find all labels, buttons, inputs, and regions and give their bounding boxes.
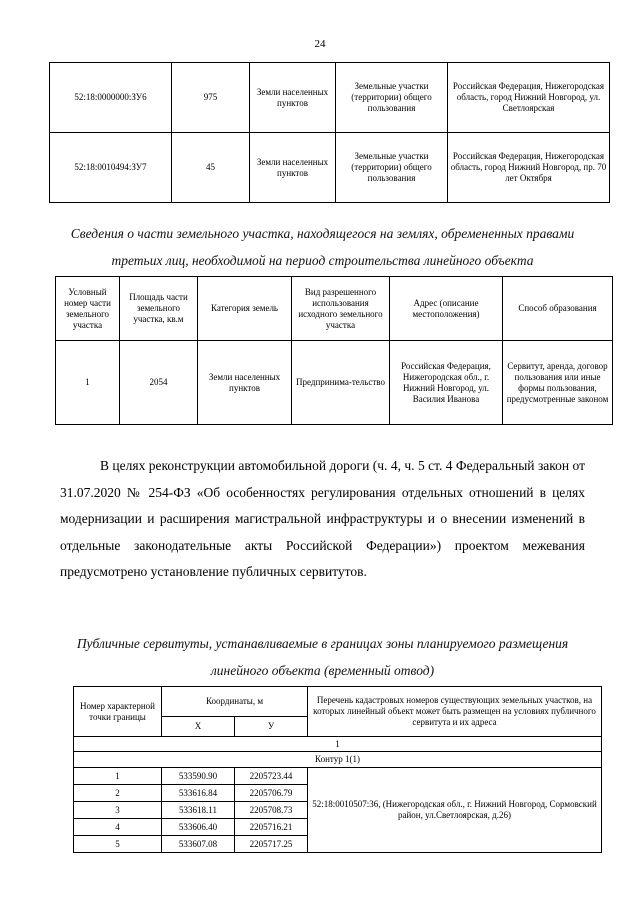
cell-parcel: 52:18:0010507:36, (Нижегородская обл., г. Нижний Новгород, Сормовский район, ул.Светлоярская, д.26) <box>308 768 602 853</box>
header-x: X <box>162 717 235 737</box>
cell-y: 2205716.21 <box>235 819 308 836</box>
parcels-table <box>49 62 610 203</box>
table-row <box>74 768 602 785</box>
header-coordinates: Координаты, м <box>162 687 308 717</box>
header-cell: Способ образования <box>503 277 613 341</box>
table-row <box>56 341 613 425</box>
cell-number: 1 <box>56 341 120 425</box>
cell-address: Российская Федерация, Нижегородская обл., г. Нижний Новгород, ул. Василия Иванова <box>390 341 503 425</box>
cell-x: 533616.84 <box>162 785 235 802</box>
section-caption: Публичные сервитуты, устанавливаемые в границах зоны планируемого размещения линейного объекта (временный отвод) <box>76 636 569 678</box>
cell-x: 533618.11 <box>162 802 235 819</box>
cell-point: 2 <box>74 785 162 802</box>
body-paragraph <box>60 453 585 586</box>
cell-y: 2205717.25 <box>235 836 308 853</box>
cell-y: 2205723.44 <box>235 768 308 785</box>
table-header-row <box>56 277 613 341</box>
cell-area: 45 <box>172 133 250 203</box>
header-y: У <box>235 717 308 737</box>
paragraph-text: В целях реконструкции автомобильной дороги (ч. 4, ч. 5 ст. 4 Федеральный закон от 31.07.2020 № 254-ФЗ «Об особенностях регулирования отдельных отношений в целях модернизации и расширения магистральной инфраструктуры и о внесении изменений в отдельные законодательные акты Российской Федерации») проектом межевания предусмотрено установление публичных сервитутов. <box>60 458 585 579</box>
cell-category: Земли населенных пунктов <box>250 133 336 203</box>
cell-point: 1 <box>74 768 162 785</box>
cell-y: 2205706.79 <box>235 785 308 802</box>
header-point: Номер характерной точки границы <box>74 687 162 737</box>
cell-use: Предпринима-тельство <box>292 341 390 425</box>
cell-area: 2054 <box>120 341 198 425</box>
cell-point: 3 <box>74 802 162 819</box>
cell-point: 5 <box>74 836 162 853</box>
servitude-table <box>73 686 602 853</box>
header-cell: Условный номер части земельного участка <box>56 277 120 341</box>
encumbrance-table <box>55 276 613 425</box>
cell-number: 52:18:0000000:ЗУ6 <box>50 63 172 133</box>
cell-x: 533590.90 <box>162 768 235 785</box>
header-cell: Вид разрешенного использования исходного земельного участка <box>292 277 390 341</box>
header-cell: Площадь части земельного участка, кв.м <box>120 277 198 341</box>
cell-use: Земельные участки (территории) общего пользования <box>336 133 448 203</box>
cell-point: 4 <box>74 819 162 836</box>
section-caption: Сведения о части земельного участка, находящегося на землях, обремененных правами третьих лиц, необходимой на период строительства линейного объекта <box>70 226 575 268</box>
header-cell: Категория земель <box>198 277 292 341</box>
cell-number: 52:18:0010494:ЗУ7 <box>50 133 172 203</box>
header-cell: Адрес (описание местоположения) <box>390 277 503 341</box>
cell-y: 2205708.73 <box>235 802 308 819</box>
cell-address: Российская Федерация, Нижегородская область, город Нижний Новгород, ул. Светлоярская <box>448 63 610 133</box>
cell-category: Земли населенных пунктов <box>250 63 336 133</box>
cell-area: 975 <box>172 63 250 133</box>
header-parcel-list: Перечень кадастровых номеров существующих земельных участков, на которых линейный объект может быть размещен на условиях публичного сервитута и их адреса <box>308 687 602 737</box>
contour-cell: Контур 1(1) <box>74 752 602 768</box>
index-cell: 1 <box>74 737 602 752</box>
cell-use: Земельные участки (территории) общего пользования <box>336 63 448 133</box>
cell-x: 533607.08 <box>162 836 235 853</box>
table-row <box>50 63 610 133</box>
index-row <box>74 737 602 752</box>
table-row <box>50 133 610 203</box>
cell-method: Сервитут, аренда, договор пользования или иные формы пользования, предусмотренные законом <box>503 341 613 425</box>
contour-row <box>74 752 602 768</box>
cell-x: 533606.40 <box>162 819 235 836</box>
page-number: 24 <box>314 38 326 50</box>
cell-address: Российская Федерация, Нижегородская область, город Нижний Новгород, пр. 70 лет Октября <box>448 133 610 203</box>
cell-category: Земли населенных пунктов <box>198 341 292 425</box>
table-header-row <box>74 687 602 717</box>
